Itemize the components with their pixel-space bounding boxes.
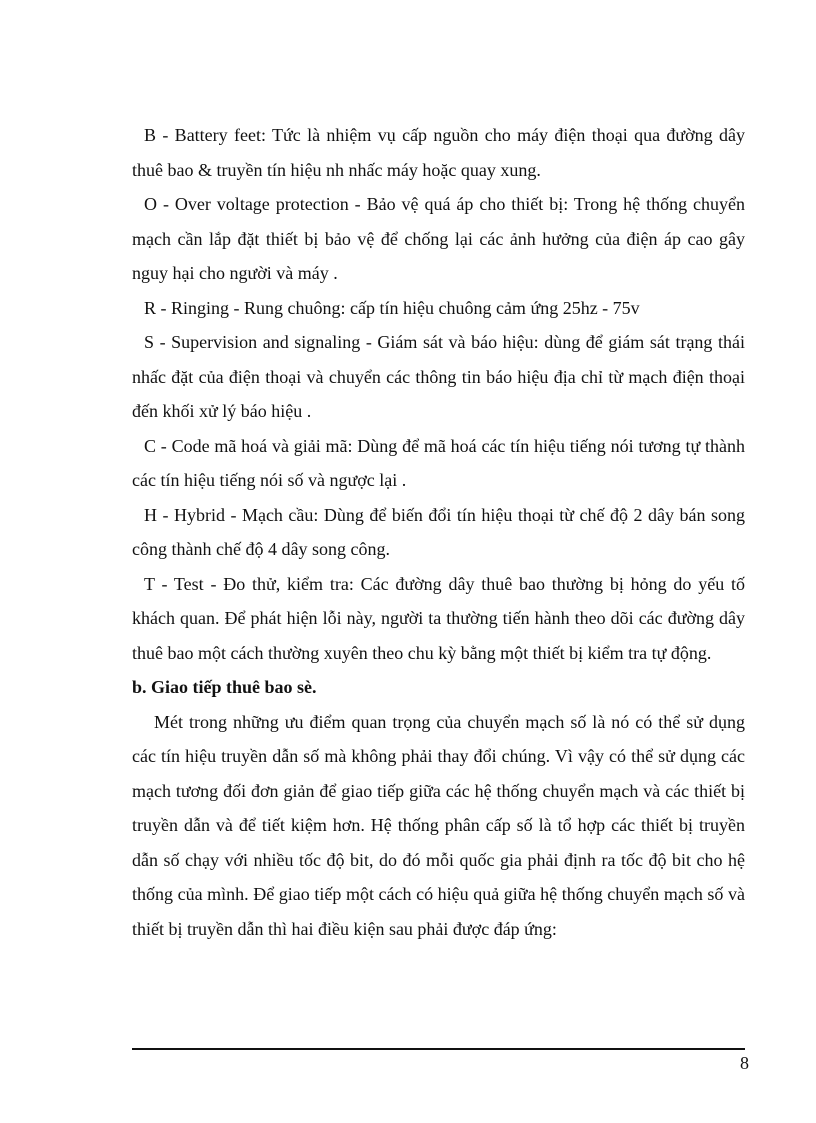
- footer-divider: [132, 1048, 745, 1050]
- paragraph-hybrid: H - Hybrid - Mạch cầu: Dùng để biến đổi tín hiệu thoại từ chế độ 2 dây bán song công thành chế độ 4 dây song công.: [132, 504, 745, 559]
- paragraph-overvoltage-protection: O - Over voltage protection - Bảo vệ quá áp cho thiết bị: Trong hệ thống chuyển mạch cần lắp đặt thiết bị bảo vệ để chống lại các ảnh hưởng của điện áp cao gây nguy hại cho người và máy .: [132, 194, 745, 283]
- paragraph-test: T - Test - Đo thử, kiểm tra: Các đường dây thuê bao thường bị hỏng do yếu tố khách quan. Để phát hiện lỗi này, người ta thường tiến hành theo dõi các đường dây thuê bao một cách thường xuyên theo chu kỳ bằng một thiết bị kiểm tra tự động.: [132, 573, 745, 663]
- section-paragraph: Mét trong những ưu điểm quan trọng của chuyển mạch số là nó có thể sử dụng các tín hiệu truyền dẫn số mà không phải thay đổi chúng. Vì vậy có thể sử dụng các mạch tương đối đơn giản để giao tiếp giữa các hệ thống chuyển mạch và các thiết bị truyền dẫn và để tiết kiệm hơn. Hệ thống phân cấp số là tổ hợp các thiết bị truyền dẫn số chạy với nhiều tốc độ bit, do đó mỗi quốc gia phải định ra tốc độ bit cho hệ thống của mình. Để giao tiếp một cách có hiệu quả giữa hệ thống chuyển mạch số và thiết bị truyền dẫn thì hai điều kiện sau phải được đáp ứng:: [132, 711, 745, 939]
- paragraph-codec: C - Code mã hoá và giải mã: Dùng để mã hoá các tín hiệu tiếng nói tương tự thành các tín hiệu tiếng nói số và ngược lại .: [132, 435, 745, 490]
- paragraph-ringing: R - Ringing - Rung chuông: cấp tín hiệu chuông cảm ứng 25hz - 75v: [144, 297, 640, 318]
- paragraph-supervision: S - Supervision and signaling - Giám sát và báo hiệu: dùng để giám sát trạng thái nhấc đặt của điện thoại và chuyển các thông tin báo hiệu địa chỉ từ mạch điện thoại đến khối xử lý báo hiệu .: [132, 332, 745, 421]
- paragraph-battery-feed: B - Battery feet: Tức là nhiệm vụ cấp nguồn cho máy điện thoại qua đường dây thuê bao & truyền tín hiệu nh nhấc máy hoặc quay xung.: [132, 125, 745, 180]
- document-body: [132, 118, 745, 946]
- page-number: 8: [740, 1053, 749, 1073]
- section-heading: b. Giao tiếp thuê bao sè.: [132, 677, 317, 697]
